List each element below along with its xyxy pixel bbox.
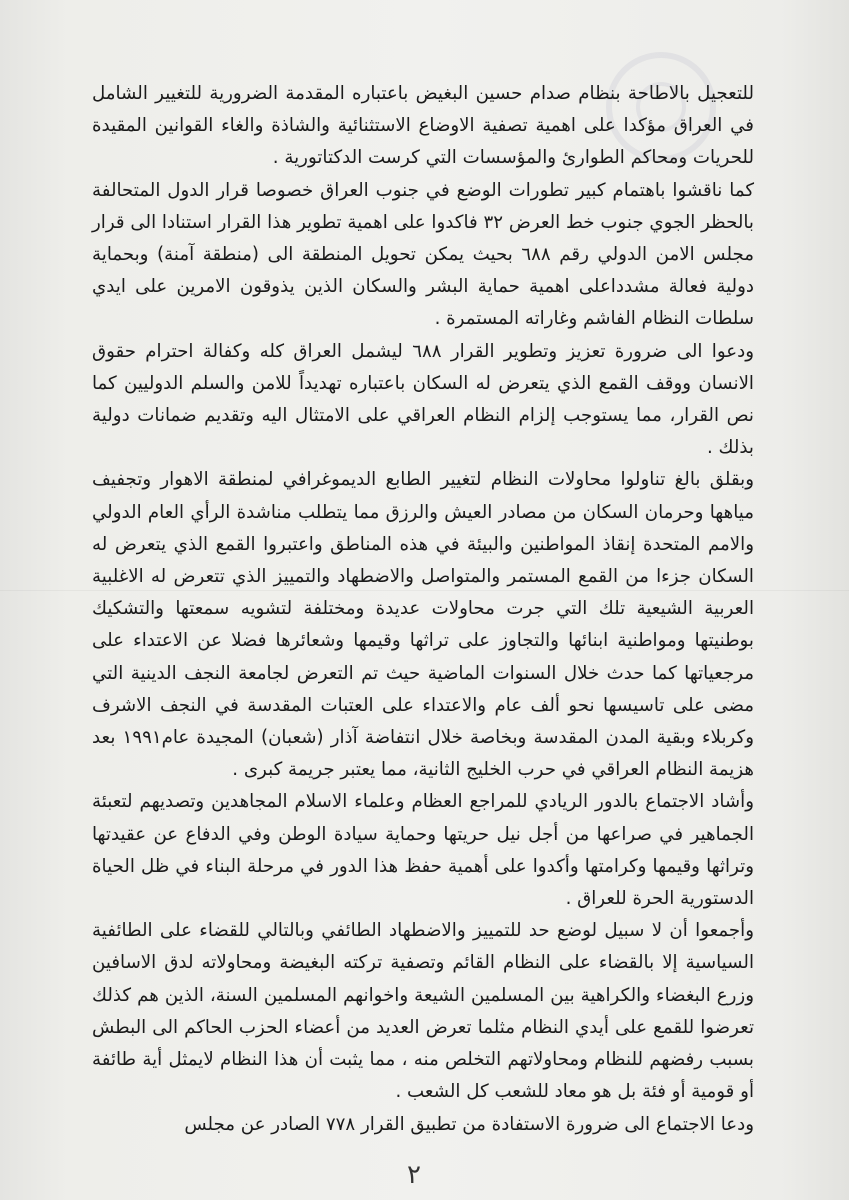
- paragraph-4: وبقلق بالغ تناولوا محاولات النظام لتغيير الطابع الديموغرافي لمنطقة الاهوار وتجفيف مياهها وحرمان السكان من مصادر العيش والرزق مما يتطلب مناشدة الرأي العام الدولي والامم المتحدة إنقاذ المواطنين والبيئة في هذه المناطق واعتبروا القمع الذي يتعرض له السكان جزءا من القمع المستمر والمتواصل والاضطهاد والتمييز الذي تتعرض له الاغلبية العربية الشيعية تلك التي جرت محاولات عديدة ومختلفة لتشويه سمعتها والتشكيك بوطنيتها ومواطنية ابنائها والتجاوز على تراثها وقيمها وشعائرها فضلا عن الاعتداء على مرجعياتها كما حدث خلال السنوات الماضية حيث تم التعرض لجامعة النجف الدينية التي مضى على تاسيسها نحو ألف عام والاعتداء على العتبات المقدسة في النجف الاشرف وكربلاء وبقية المدن المقدسة وبخاصة خلال انتفاضة آذار (شعبان) المجيدة عام١٩٩١ بعد هزيمة النظام العراقي في حرب الخليج الثانية، مما يعتبر جريمة كبرى .: [92, 469, 754, 781]
- paragraph-5: وأشاد الاجتماع بالدور الريادي للمراجع العظام وعلماء الاسلام المجاهدين وتصديهم لتعبئة الجماهير في صراعها من أجل نيل حريتها وحماية سيادة الوطن وفي الدفاع عن عقيدتها وتراثها وقيمها وكرامتها وأكدوا على أهمية حفظ هذا الدور في مرحلة البناء في ظل الحياة الدستورية الحرة للعراق .: [92, 791, 754, 910]
- paragraph-7: ودعا الاجتماع الى ضرورة الاستفادة من تطبيق القرار ٧٧٨ الصادر عن مجلس: [184, 1113, 754, 1135]
- paragraph-1: للتعجيل بالاطاحة بنظام صدام حسين البغيض باعتباره المقدمة الضرورية للتغيير الشامل في العراق مؤكدا على اهمية تصفية الاوضاع الاستثنائية والشاذة والغاء القوانين المقيدة للحريات ومحاكم الطوارئ والمؤسسات التي كرست الدكتاتورية .: [92, 83, 754, 169]
- paragraph-6: وأجمعوا أن لا سبيل لوضع حد للتمييز والاضطهاد الطائفي وبالتالي للقضاء على الطائفية السياسية إلا بالقضاء على النظام القائم وتصفية تركته البغيضة ومحاولاته لدق الاسافين وزرع البغضاء والكراهية بين المسلمين الشيعة واخوانهم المسلمين السنة، الذين هم كذلك تعرضوا للقمع على أيدي النظام مثلما تعرض العديد من أعضاء الحزب الحاكم الى البطش بسبب رفضهم للنظام ومحاولاتهم التخلص منه ، مما يثبت أن هذا النظام لايمثل أية طائفة أو قومية أو فئة بل هو معاد للشعب كل الشعب .: [92, 920, 754, 1103]
- page-number: ٢: [407, 1160, 421, 1190]
- paragraph-3: ودعوا الى ضرورة تعزيز وتطوير القرار ٦٨٨ ليشمل العراق كله وكفالة احترام حقوق الانسان ووقف القمع الذي يتعرض له السكان باعتباره تهديداً للامن والسلم الدوليين كما نص القرار، مما يستوجب إلزام النظام العراقي على الامتثال اليه وتقديم ضمانات دولية بذلك .: [92, 340, 754, 459]
- paragraph-2: كما ناقشوا باهتمام كبير تطورات الوضع في جنوب العراق خصوصا قرار الدول المتحالفة بالحظر الجوي جنوب خط العرض ٣٢ فاكدوا على اهمية تطوير هذا القرار استنادا الى قرار مجلس الامن الدولي رقم ٦٨٨ بحيث يمكن تحويل المنطقة الى (منطقة آمنة) وبحماية دولية فعالة مشدداعلى اهمية حماية البشر والسكان الذين يذوقون الامرين على ايدي سلطات النظام الفاشم وغاراته المستمرة .: [92, 179, 754, 330]
- document-body: [92, 78, 754, 1141]
